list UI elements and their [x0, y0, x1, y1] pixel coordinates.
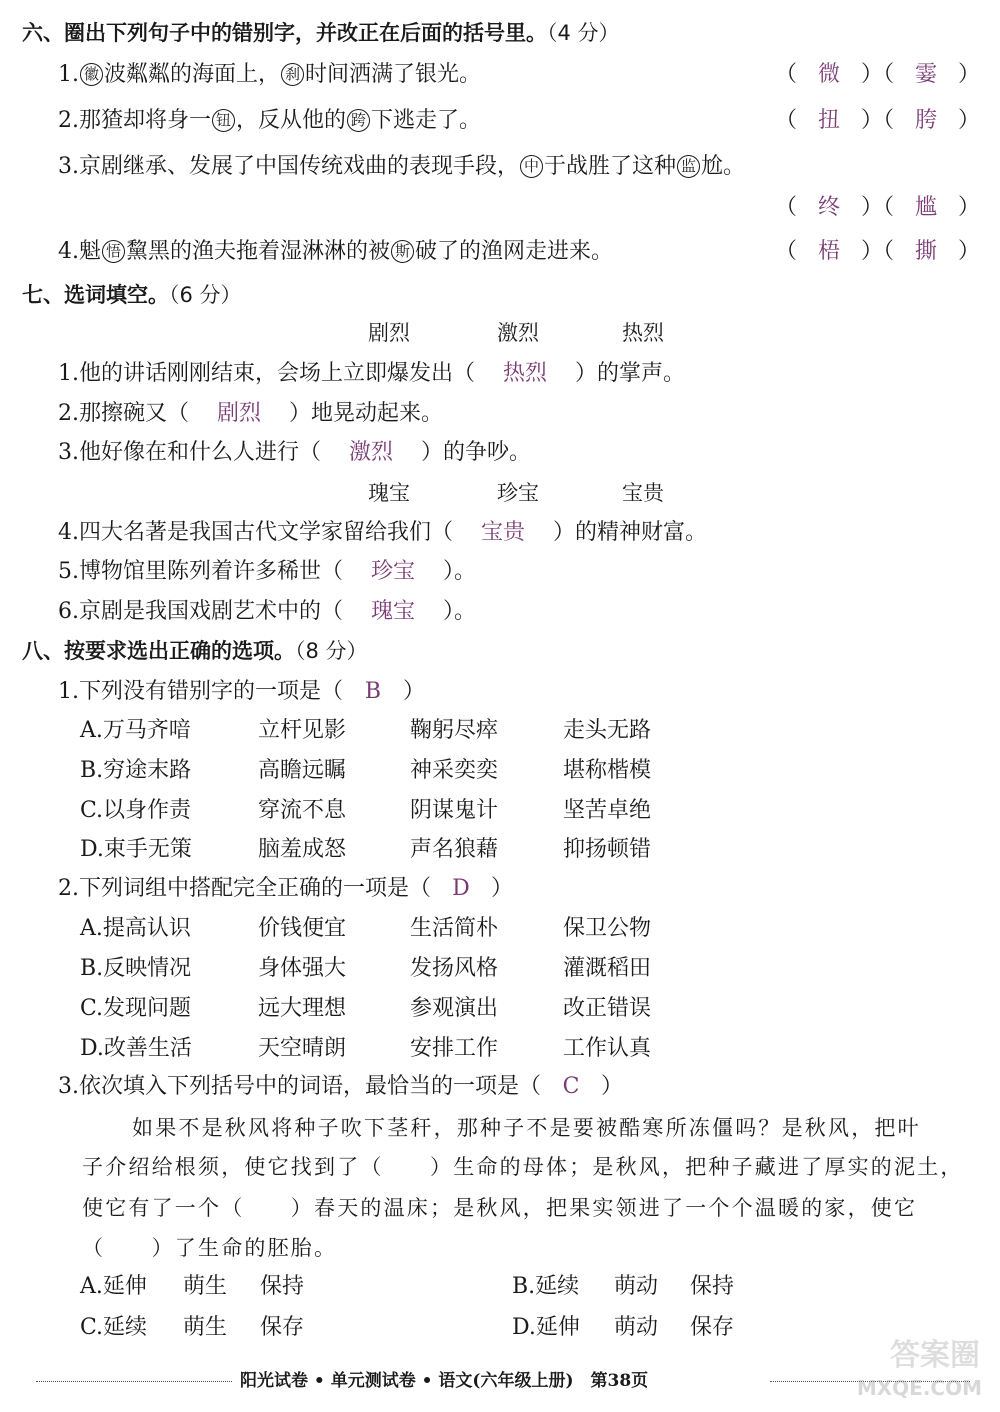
s8-q1-option: 堪称楷模	[563, 758, 652, 783]
passage-line: 子介绍给根须，使它找到了（ ）生命的母体；是秋风，把种子藏进了厚实的泥土，	[82, 1155, 964, 1179]
s8-q2-option: D.改善生活	[80, 1036, 192, 1061]
s8-q3-option: D.延伸	[512, 1315, 580, 1340]
s6-item-3: 3.京剧继承、发展了中国传统戏曲的表现手段， 中 于战胜了这种 监 尬。	[58, 154, 746, 179]
circled-char: 跨	[347, 109, 370, 132]
s7-item-3: 3.他好像在和什么人进行（ 激烈 ）的争吵。	[58, 440, 532, 465]
s7-item-1: 1.他的讲话刚刚结束，会场上立即爆发出（ 热烈 ）的掌声。	[58, 361, 686, 386]
s8-q1-option: 鞠躬尽瘁	[410, 718, 499, 743]
s8-q2-stem: 2.下列词组中搭配完全正确的一项是（ D ）	[58, 876, 514, 901]
watermark-logo	[856, 1330, 982, 1400]
word-bank-2-item: 珍宝	[497, 481, 539, 505]
section-7-heading: 七、选词填空。（6 分）	[22, 283, 242, 307]
section-6-heading: 六、圈出下列句子中的错别字，并改正在后面的括号里。（4 分）	[22, 21, 620, 45]
s8-q1-option: B.穷途末路	[80, 758, 192, 783]
s8-q3-option: 保持	[260, 1274, 305, 1299]
circled-char: 监	[677, 155, 700, 178]
s8-q2-option: 价钱便宜	[258, 916, 347, 941]
s7-item-4: 4.四大名著是我国古代文学家留给我们（ 宝贵 ）的精神财富。	[58, 520, 708, 545]
s8-q2-option: B.反映情况	[80, 956, 192, 981]
s8-q3-option: 萌生	[183, 1315, 228, 1340]
s8-q2-option: 发扬风格	[410, 956, 499, 981]
s8-q2-option: 工作认真	[563, 1036, 652, 1061]
s8-q1-option: 阴谋鬼计	[410, 798, 499, 823]
s8-q2-option: 参观演出	[410, 996, 499, 1021]
circled-char: 中	[520, 155, 543, 178]
s8-q2-option: 天空晴朗	[258, 1036, 347, 1061]
s8-q3-option: 保存	[260, 1315, 305, 1340]
s8-q1-option: 抑扬顿错	[563, 837, 652, 862]
passage-line: 如果不是秋风将种子吹下茎秆，那种子不是要被酷寒所冻僵吗？是秋风，把叶	[132, 1116, 921, 1140]
word-bank-2-item: 瑰宝	[368, 481, 410, 505]
s8-q2-option: 改正错误	[563, 996, 652, 1021]
s7-item-6: 6.京剧是我国戏剧艺术中的（ 瑰宝 ）。	[58, 599, 477, 624]
word-bank-1-item: 剧烈	[368, 321, 410, 345]
s8-q2-option: 灌溉稻田	[563, 956, 652, 981]
s8-q1-option: 穿流不息	[258, 798, 347, 823]
footer-divider-left	[36, 1381, 232, 1382]
s8-q1-option: A.万马齐喑	[80, 718, 191, 743]
s8-q1-option: C.以身作责	[80, 798, 192, 823]
s7-item-5: 5.博物馆里陈列着许多稀世（ 珍宝 ）。	[58, 559, 477, 584]
s6-answer-3: （ 终 ）（ 尴 ）	[775, 195, 981, 220]
s6-answer-1: （ 微 ）（ 霎 ）	[775, 62, 981, 87]
watermark-url: MXQE.COM	[856, 1376, 982, 1400]
s8-q1-option: 坚苦卓绝	[563, 798, 652, 823]
s8-q3-option: 保存	[690, 1315, 735, 1340]
watermark-logo-text: 答案圈	[890, 1338, 980, 1373]
page-footer: 阳光试卷 • 单元测试卷 • 语文(六年级上册) 第38页	[240, 1371, 649, 1391]
s8-q2-option: C.发现问题	[80, 996, 192, 1021]
s8-q1-option: 脑羞成怒	[258, 837, 347, 862]
section-8-heading: 八、按要求选出正确的选项。（8 分）	[22, 639, 368, 663]
passage-line: 使它有了一个（ ）春天的温床；是秋风，把果实领进了一个个温暖的家，使它	[82, 1196, 918, 1220]
s8-q1-option: 高瞻远瞩	[258, 758, 347, 783]
word-bank-1-item: 热烈	[622, 321, 664, 345]
s8-q3-stem: 3.依次填入下列括号中的词语，最恰当的一项是（ C ）	[58, 1074, 624, 1099]
s8-q2-option: 保卫公物	[563, 916, 652, 941]
s6-item-2: 2.那猹却将身一 钮 ，反从他的 跨 下逃走了。	[58, 108, 482, 133]
s8-q1-stem: 1.下列没有错别字的一项是（ B ）	[58, 679, 426, 704]
s8-q2-option: 安排工作	[410, 1036, 499, 1061]
circled-char: 斯	[391, 240, 414, 263]
circled-char: 钮	[212, 109, 235, 132]
s8-q1-option: 声名狼藉	[410, 837, 499, 862]
s8-q3-option: 萌生	[183, 1274, 228, 1299]
s8-q1-option: D.束手无策	[80, 837, 192, 862]
s6-item-1: 1. 徽 波粼粼的海面上， 刹 时间洒满了银光。	[58, 62, 482, 87]
s8-q3-option: A.延伸	[80, 1274, 147, 1299]
circled-char: 悟	[102, 240, 125, 263]
s7-item-2: 2.那擦碗又（ 剧烈 ）地晃动起来。	[58, 401, 444, 426]
word-bank-1-item: 激烈	[497, 321, 539, 345]
s8-q3-option: B.延续	[512, 1274, 580, 1299]
s8-q1-option: 走头无路	[563, 718, 652, 743]
s6-answer-2: （ 扭 ）（ 胯 ）	[775, 108, 981, 133]
s8-q3-option: C.延续	[80, 1315, 148, 1340]
s8-q3-option: 萌动	[614, 1274, 659, 1299]
s8-q2-option: 身体强大	[258, 956, 347, 981]
word-bank-2-item: 宝贵	[622, 481, 664, 505]
s6-item-4: 4.魁 悟 黧黑的渔夫拖着湿淋淋的被 斯 破了的渔网走进来。	[58, 239, 614, 264]
s8-q2-option: 远大理想	[258, 996, 347, 1021]
circled-char: 刹	[281, 63, 304, 86]
s8-q1-option: 神采奕奕	[410, 758, 499, 783]
s8-q2-option: A.提高认识	[80, 916, 191, 941]
s8-q3-option: 保持	[690, 1274, 735, 1299]
s8-q1-option: 立杆见影	[258, 718, 347, 743]
passage-line: （ ）了生命的胚胎。	[82, 1236, 338, 1260]
s8-q3-option: 萌动	[614, 1315, 659, 1340]
s8-q2-option: 生活简朴	[410, 916, 499, 941]
s6-answer-4: （ 梧 ）（ 撕 ）	[775, 239, 981, 264]
circled-char: 徽	[80, 63, 103, 86]
